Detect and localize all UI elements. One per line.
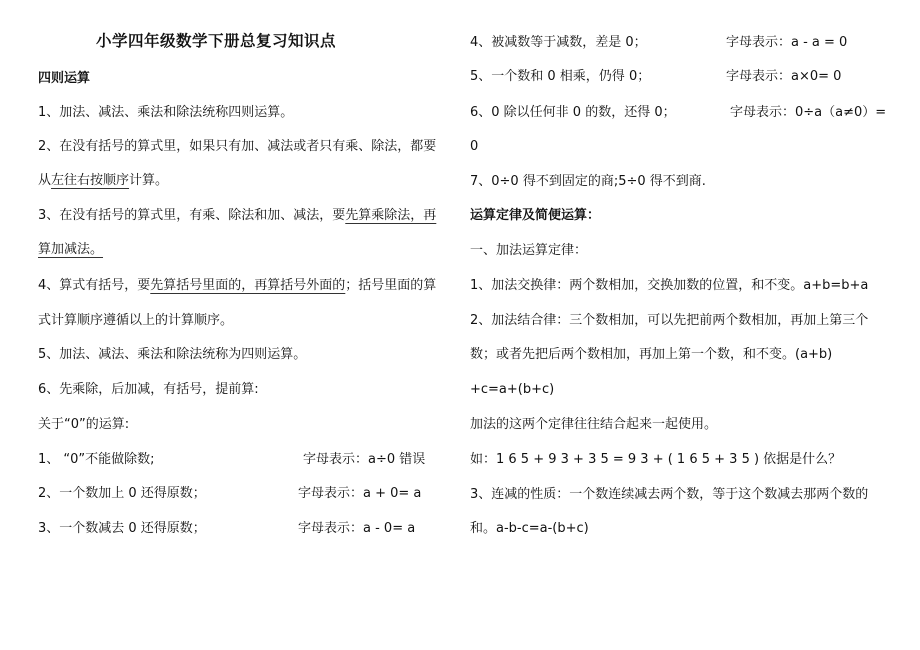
rule-6: 6、先乘除，后加减，有括号，提前算: — [38, 382, 259, 397]
rule-4-line-1 — [38, 277, 436, 295]
zero-rule-6-formula: 字母表示：0÷a（a≠0）= — [730, 105, 887, 120]
rule-4-prefix: 4、算式有括号，要 — [38, 278, 151, 293]
rule-2-line-2 — [38, 172, 168, 190]
laws-note: 加法的这两个定律往往结合起来一起使用。 — [470, 417, 718, 432]
rule-2-underlined: 左往右按顺序 — [51, 173, 130, 188]
law-commutative: 1、加法交换律：两个数相加，交换加数的位置，和不变。a+b=b+a — [470, 278, 869, 293]
rule-3-line-1 — [38, 207, 436, 225]
rule-4-line-2: 式计算顺序遵循以上的计算顺序。 — [38, 313, 234, 328]
zero-rule-2-formula: 字母表示：a + 0= a — [298, 486, 422, 501]
law-associative-line-2: 数；或者先把后两个数相加，再加上第一个数，和不变。(a+b) — [470, 347, 833, 362]
zero-rule-2: 2、一个数加上 0 还得原数； — [38, 486, 206, 501]
rule-4-suffix: ；括号里面的算 — [345, 278, 437, 293]
example-question: 如：1 6 5 + 9 3 + 3 5 = 9 3 + ( 1 6 5 + 3 5 ) 依据是什么？ — [470, 452, 842, 467]
rule-3-line-2 — [38, 241, 103, 259]
rule-2-suffix: 计算。 — [129, 173, 169, 188]
zero-heading: 关于“0”的运算: — [38, 417, 130, 432]
rule-2-prefix: 从 — [38, 173, 52, 188]
page-title: 小学四年级数学下册总复习知识点 — [96, 32, 337, 50]
zero-rule-6-cont: 0 — [470, 139, 479, 154]
zero-rule-1: 1、 “0”不能做除数; — [38, 452, 155, 467]
zero-rule-1-formula: 字母表示：a÷0 错误 — [303, 452, 426, 467]
rule-3-prefix: 3、在没有括号的算式里，有乘、除法和加、减法，要 — [38, 208, 346, 223]
rule-3-underlined: 先算乘除法，再 — [345, 208, 437, 223]
zero-rule-4-formula: 字母表示：a - a = 0 — [726, 35, 848, 50]
addition-laws-heading: 一、加法运算定律： — [470, 243, 588, 258]
zero-rule-4: 4、被减数等于减数，差是 0； — [470, 35, 647, 50]
zero-rule-3: 3、一个数减去 0 还得原数； — [38, 521, 206, 536]
zero-rule-7: 7、0÷0 得不到固定的商;5÷0 得不到商. — [470, 174, 706, 189]
zero-rule-5-formula: 字母表示：a×0= 0 — [726, 69, 842, 84]
rule-3-underlined-cont: 算加减法。 — [38, 242, 104, 257]
law-associative-line-3: +c=a+(b+c) — [470, 382, 555, 397]
rule-4-underlined: 先算括号里面的，再算括号外面的 — [150, 278, 346, 293]
rule-5: 5、加法、减法、乘法和除法统称为四则运算。 — [38, 347, 307, 362]
subtraction-property-line-2: 和。a-b-c=a-(b+c) — [470, 521, 589, 536]
section-heading-arithmetic: 四则运算 — [38, 71, 91, 86]
zero-rule-3-formula: 字母表示：a - 0= a — [298, 521, 416, 536]
zero-rule-6: 6、0 除以任何非 0 的数，还得 0； — [470, 105, 676, 120]
subtraction-property-line-1: 3、连减的性质：一个数连续减去两个数，等于这个数减去那两个数的 — [470, 487, 869, 502]
zero-rule-5: 5、一个数和 0 相乘，仍得 0； — [470, 69, 651, 84]
section-heading-laws: 运算定律及简便运算： — [470, 208, 601, 223]
rule-2-line-1: 2、在没有括号的算式里，如果只有加、减法或者只有乘、除法，都要 — [38, 139, 437, 154]
rule-1: 1、加法、减法、乘法和除法统称四则运算。 — [38, 105, 294, 120]
law-associative-line-1: 2、加法结合律：三个数相加，可以先把前两个数相加，再加上第三个 — [470, 313, 869, 328]
